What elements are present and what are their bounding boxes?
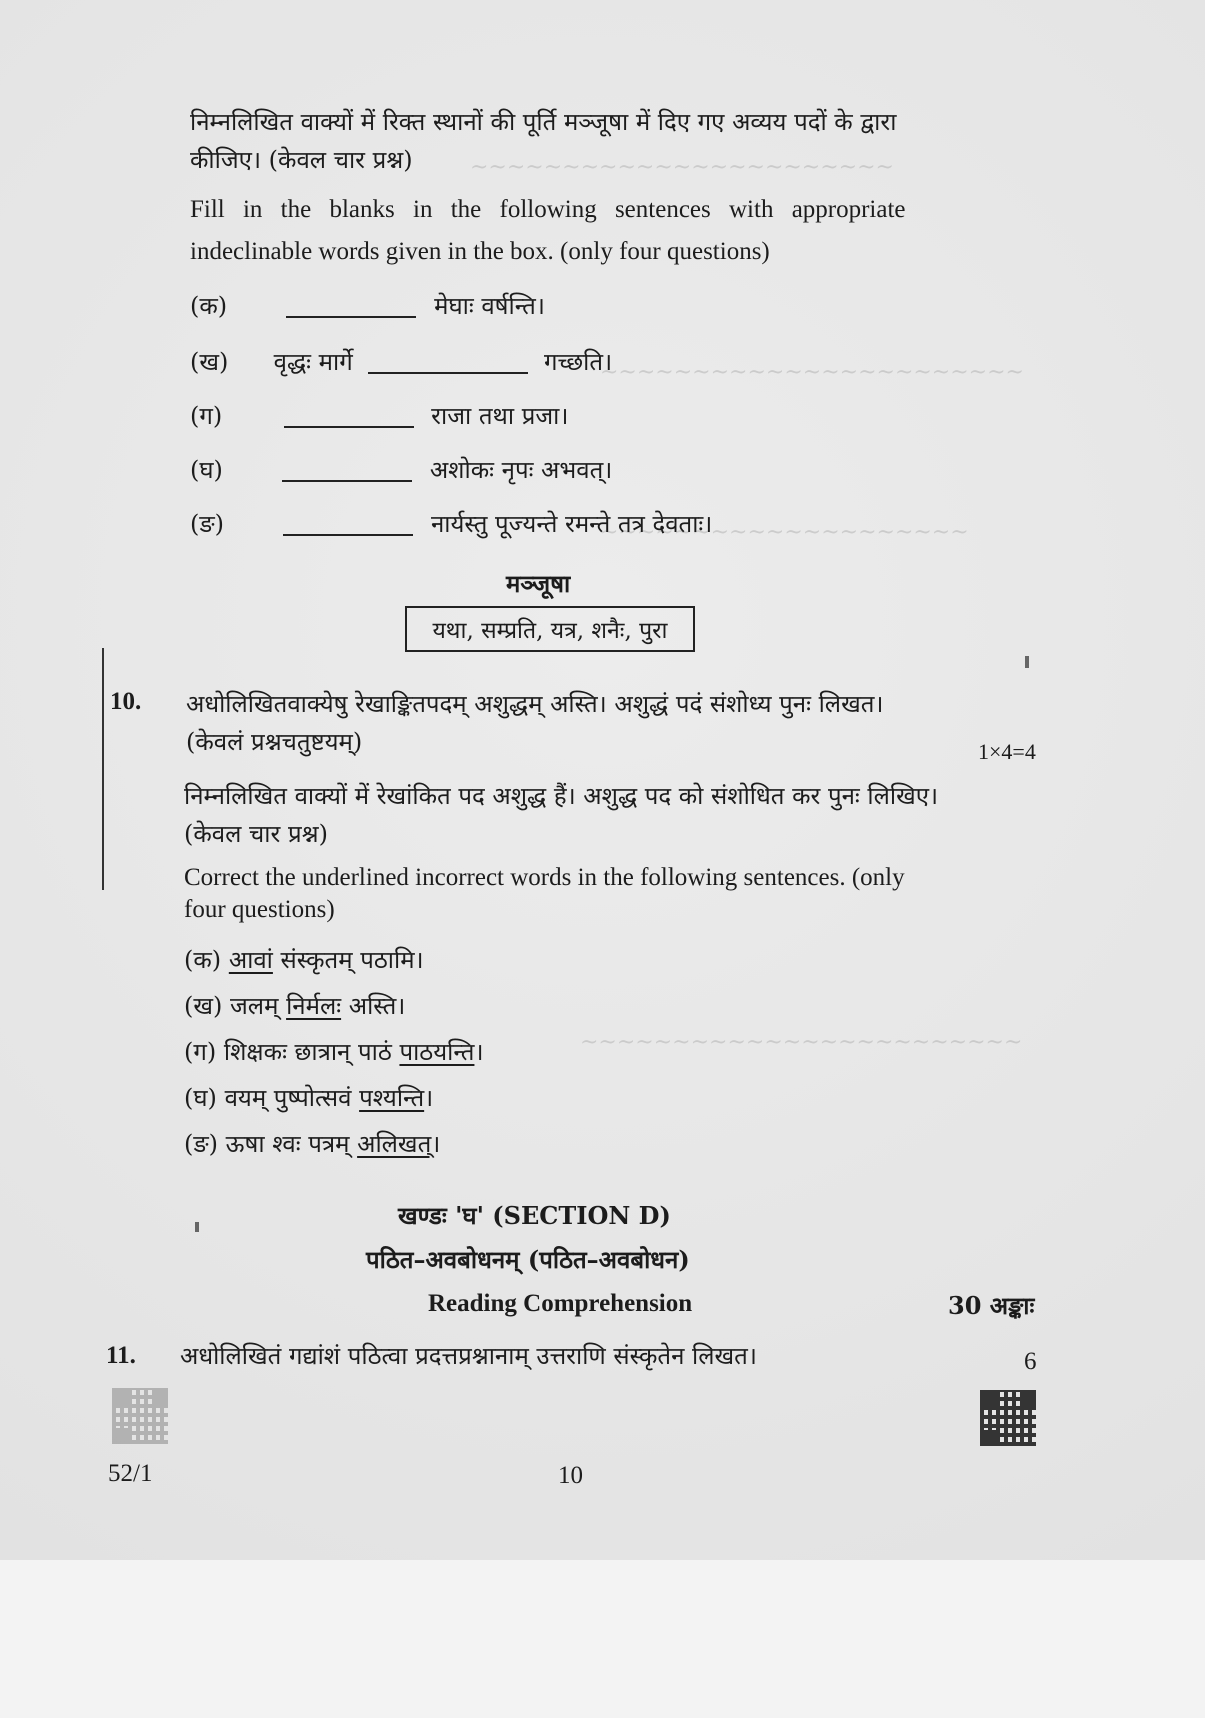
q9-item: [190, 290, 545, 322]
q10-item-label: (घ): [184, 1084, 217, 1112]
underlined-word: पाठयन्ति: [399, 1038, 475, 1066]
underlined-word: पश्यन्ति: [359, 1084, 425, 1112]
fill-blank: [282, 462, 412, 482]
scan-background: [0, 1560, 1205, 1718]
q10-sanskrit-instruction-1: अधोलिखितवाक्येषु रेखाङ्कितपदम् अशुद्धम् अस्ति। अशुद्धं पदं संशोध्य पुनः लिखत।: [186, 690, 884, 718]
q10-item-text-after: संस्कृतम् पठामि।: [280, 946, 424, 974]
qr-code-icon: [112, 1388, 168, 1444]
section-subheading: पठित–अवबोधनम् (पठित–अवबोधन): [366, 1245, 690, 1274]
q11-marks: 6: [1024, 1348, 1037, 1375]
underlined-word: आवां: [228, 946, 273, 974]
word-box-words: यथा, सम्प्रति, यत्र, शनैः, पुरा: [432, 618, 668, 644]
section-heading: खण्डः 'घ' (SECTION D): [398, 1201, 671, 1230]
q10-item-text-before: वयम् पुष्पोत्सवं: [224, 1084, 352, 1112]
q9-english-instruction-2: indeclinable words given in the box. (only four questions): [190, 238, 770, 265]
margin-line: [102, 648, 104, 890]
fill-blank: [283, 516, 413, 536]
q10-english-instruction-2: four questions): [184, 896, 335, 923]
qr-code-icon: [980, 1390, 1036, 1446]
word-box-title: मञ्जूषा: [506, 569, 571, 598]
q10-hindi-instruction-2: (केवल चार प्रश्न): [184, 820, 328, 848]
section-marks: 30 अङ्काः: [948, 1291, 1035, 1320]
q9-hindi-instruction-2: कीजिए। (केवल चार प्रश्न): [190, 146, 413, 174]
q9-item-label: (ग): [190, 402, 223, 430]
q10-item-label: (ख): [184, 992, 223, 1020]
q10-item-text-after: ।: [474, 1038, 484, 1066]
q9-item-text: गच्छति।: [544, 348, 613, 376]
q9-item-text: नार्यस्तु पूज्यन्ते रमन्ते तत्र देवताः।: [430, 510, 713, 538]
q10-sanskrit-instruction-2: (केवलं प्रश्नचतुष्टयम्): [186, 728, 363, 756]
q11-instruction: अधोलिखितं गद्यांशं पठित्वा प्रदत्तप्रश्नानाम् उत्तराणि संस्कृतेन लिखत।: [180, 1342, 757, 1370]
q10-item-label: (ग): [184, 1038, 217, 1066]
q10-item-text-after: ।: [424, 1084, 434, 1112]
q10-item-text-after: अस्ति।: [348, 992, 406, 1020]
q10-item-label: (ङ): [184, 1130, 219, 1158]
scan-mark: [1025, 656, 1029, 668]
q9-item-label: (ङ): [190, 510, 225, 538]
q9-item-label: (ख): [190, 348, 229, 376]
q10-item: [184, 1036, 484, 1068]
show-through-text: ~~~~~~~~~~~~~~~~~~~~~~~: [470, 155, 894, 180]
underlined-word: अलिखत्: [357, 1130, 432, 1158]
q10-marks: 1×4=4: [978, 739, 1036, 764]
q9-item-label: (क): [190, 292, 228, 320]
q9-item-text: अशोकः नृपः अभवत्।: [429, 456, 613, 484]
q10-item: [184, 944, 424, 976]
q9-english-instruction-1: Fill in the blanks in the following sentences with appropriate: [190, 196, 906, 223]
word-box: [405, 606, 695, 652]
q10-item-label: (क): [184, 946, 222, 974]
q10-english-instruction-1: Correct the underlined incorrect words in the following sentences. (only: [184, 864, 905, 891]
show-through-text: ~~~~~~~~~~~~~~~~~~~~~~~~: [580, 1030, 1023, 1055]
q10-item-text-after: ।: [431, 1130, 441, 1158]
q9-item: [190, 346, 612, 378]
q10-hindi-instruction-1: निम्नलिखित वाक्यों में रेखांकित पद अशुद्ध हैं। अशुद्ध पद को संशोधित कर पुनः लिखिए।: [184, 782, 939, 810]
q10-item-text-before: ऊषा श्वः पत्रम्: [225, 1130, 350, 1158]
q10-number: 10.: [110, 688, 142, 715]
paper-code: 52/1: [108, 1460, 153, 1487]
show-through-text: ~~~~~~~~~~~~~~~~~~~~: [600, 520, 969, 545]
fill-blank: [284, 408, 414, 428]
fill-blank: [368, 354, 528, 374]
show-through-text: ~~~~~~~~~~~~~~~~~~~~~~~: [600, 360, 1024, 385]
q10-item-text-before: शिक्षकः छात्रान् पाठं: [223, 1038, 392, 1066]
q10-item: [184, 1082, 433, 1114]
q9-item-text: मेघाः वर्षन्ति।: [434, 292, 545, 320]
q9-item-text: राजा तथा प्रजा।: [431, 402, 569, 430]
q10-item-text-before: जलम्: [230, 992, 279, 1020]
q9-item: [190, 400, 569, 432]
underlined-word: निर्मलः: [286, 992, 342, 1020]
q10-item: [184, 1128, 440, 1160]
q9-item-text-before: वृद्धः मार्गे: [273, 348, 353, 376]
q9-item: [190, 454, 612, 486]
section-english-heading: Reading Comprehension: [428, 1290, 693, 1317]
fill-blank: [286, 298, 416, 318]
page-number: 10: [558, 1462, 583, 1489]
q10-item: [184, 990, 405, 1022]
q11-number: 11.: [106, 1342, 136, 1369]
scan-mark: [195, 1222, 199, 1232]
q9-item-label: (घ): [190, 456, 223, 484]
q9-hindi-instruction-1: निम्नलिखित वाक्यों में रिक्त स्थानों की पूर्ति मञ्जूषा में दिए गए अव्यय पदों के द्वारा: [190, 108, 897, 136]
q9-item: [190, 508, 712, 540]
